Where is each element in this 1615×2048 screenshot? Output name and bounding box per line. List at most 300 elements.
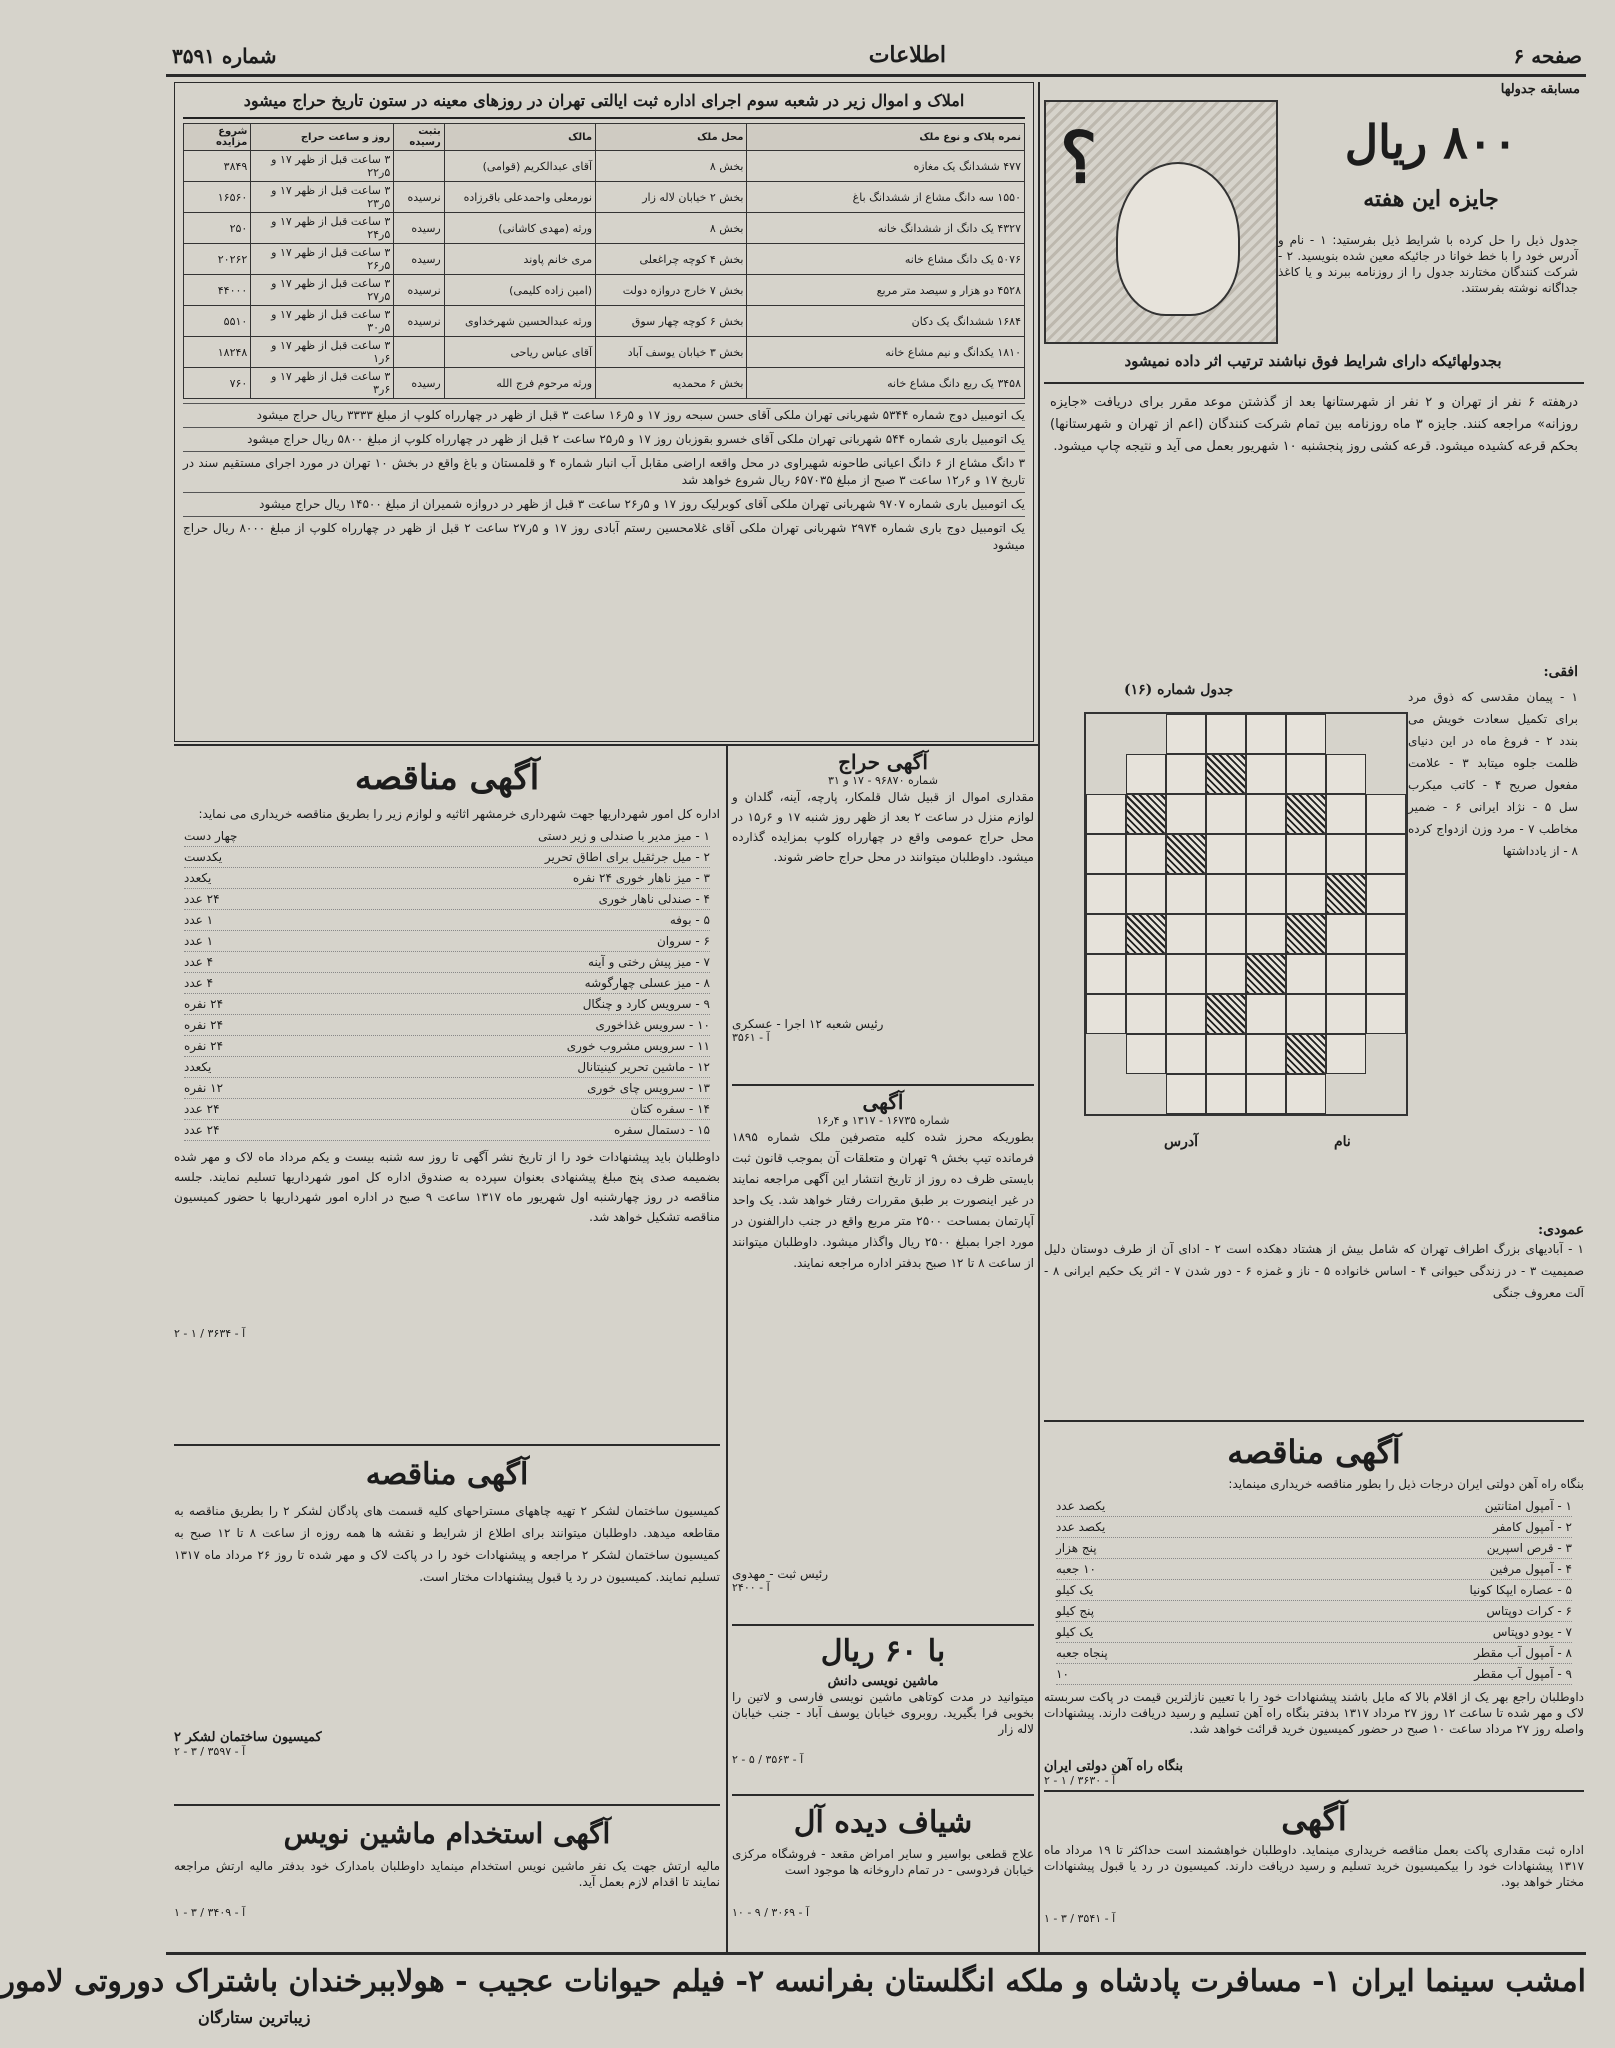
shiaf-ad-body: علاج قطعی بواسیر و سایر امراض مقعد - فروشگاه مرکزی خیابان فردوسی - در تمام داروخانه ها موجود است bbox=[732, 1847, 1034, 1877]
table-cell: ۳ ساعت قبل از ظهر ۱۷ و ۵ر۲۲ bbox=[251, 151, 394, 182]
table-cell: ۳ ساعت قبل از ظهر ۱۷ و ۵ر۲۷ bbox=[251, 275, 394, 306]
table-cell: ۳۸۴۹ bbox=[184, 151, 251, 182]
item-label: ۸ - میز عسلی چهارگوشه bbox=[584, 976, 710, 990]
col-location: محل ملک bbox=[596, 124, 747, 151]
table-cell: بخش ۶ کوچه چهار سوق bbox=[596, 306, 747, 337]
crossword-cell[interactable] bbox=[1206, 714, 1246, 754]
crossword-cell[interactable] bbox=[1246, 1074, 1286, 1114]
crossword-cell[interactable] bbox=[1126, 1034, 1166, 1074]
table-cell: نرسیده bbox=[394, 182, 444, 213]
crossword-black-cell bbox=[1286, 794, 1326, 834]
item-label: ۶ - سروان bbox=[656, 934, 710, 948]
railway-item bbox=[1056, 1496, 1572, 1517]
crossword-empty-area bbox=[1086, 714, 1126, 754]
table-cell: ورثه عبدالحسین شهرخداوی bbox=[444, 306, 595, 337]
auction-ad-code: آ - ۳۵۶۱ bbox=[732, 1031, 770, 1044]
crossword-cell[interactable] bbox=[1246, 874, 1286, 914]
crossword-cell[interactable] bbox=[1166, 1034, 1206, 1074]
contest-rule bbox=[1044, 382, 1584, 384]
table-cell: ۷۶۰ bbox=[184, 368, 251, 399]
crossword-cell[interactable] bbox=[1166, 1074, 1206, 1114]
tender1-item bbox=[184, 973, 710, 994]
railway-item bbox=[1056, 1580, 1572, 1601]
table-cell: ۲۰۲۶۲ bbox=[184, 244, 251, 275]
auction-ad-body: مقداری اموال از قبیل شال قلمکار، پارچه، آینه، گلدان و لوازم منزل در ساعت ۲ بعد از ظهر روز شنبه ۱۷ و ۶ر۱۵ در محل حراج عمومی واقع در چهارراه کلوپ بمزایده گذارده میشود. داوطلبان میتوانند در محل حراج حاضر شوند. bbox=[732, 790, 1035, 864]
item-quantity: یکصد عدد bbox=[1056, 1499, 1106, 1513]
crossword-cell[interactable] bbox=[1286, 1074, 1326, 1114]
registry-notice-title: آگهی bbox=[862, 1090, 904, 1114]
masthead bbox=[166, 40, 1586, 72]
item-quantity: ۲۴ عدد bbox=[184, 892, 220, 906]
crossword-cell[interactable] bbox=[1166, 794, 1206, 834]
crossword-cell[interactable] bbox=[1246, 714, 1286, 754]
crossword-cell[interactable] bbox=[1366, 834, 1406, 874]
crossword-empty-area bbox=[1086, 1074, 1126, 1114]
crossword-cell[interactable] bbox=[1166, 954, 1206, 994]
auction-paragraph: یک اتومبیل باری شماره ۵۴۴ شهربانی تهران ملکی آقای خسرو بقوزبان روز ۱۷ و ۵ر۲۵ ساعت ۲ قبل از ظهر در چهارراه کلوپ از مبلغ ۵۸۰۰ ریال حراج میشود bbox=[183, 427, 1025, 451]
item-label: ۸ - آمپول آب مقطر bbox=[1474, 1646, 1572, 1660]
crossword-cell[interactable] bbox=[1206, 1074, 1246, 1114]
table-row bbox=[184, 275, 1025, 306]
army-tender bbox=[174, 1450, 720, 1800]
railway-item bbox=[1056, 1601, 1572, 1622]
tender1-code: آ - ۳۶۳۴ / ۱ - ۲ bbox=[174, 1327, 246, 1340]
crossword-contest bbox=[1044, 82, 1584, 1222]
notice-title: املاک و اموال زیر در شعبه سوم اجرای اداره ثبت ایالتی تهران در روزهای معینه در ستون تاریخ حراج میشود bbox=[183, 89, 1025, 119]
table-cell: ۲۵۰ bbox=[184, 213, 251, 244]
crossword-cell[interactable] bbox=[1166, 754, 1206, 794]
railway-code: آ - ۳۶۳۰ / ۱ - ۲ bbox=[1044, 1774, 1116, 1787]
crossword-cell[interactable] bbox=[1166, 914, 1206, 954]
tender1-intro: اداره کل امور شهرداریها جهت شهرداری خرمشهر اثاثیه و لوازم زیر را بطریق مناقصه خریداری می نماید: bbox=[198, 807, 720, 821]
table-row bbox=[184, 182, 1025, 213]
tender2-title: آگهی مناقصه bbox=[365, 1457, 529, 1492]
col-registered: بثبت رسیده bbox=[394, 124, 444, 151]
crossword-cell[interactable] bbox=[1206, 1034, 1246, 1074]
item-label: ۴ - آمپول مرفین bbox=[1489, 1562, 1572, 1576]
crossword-cell[interactable] bbox=[1326, 834, 1366, 874]
tender2-body: کمیسیون ساختمان لشکر ۲ تهیه چاههای مستراحهای کلیه قسمت های پادگان لشکر ۲ را بطریق مناقصه به مقاطعه میدهد. داوطلبان میتوانند برای اطلاع از شرایط و نقشه ها همه روزه از ساعت ۸ تا ۱۲ صبح به کمیسیون ساختمان لشکر ۲ مراجعه و پیشنهادات خود را در پاکت لاک و مهر شده تا روز ۲۶ مرداد ماه ۱۳۱۷ تسلیم نمایند. کمیسیون در رد یا قبول پیشنهادات مختار است. bbox=[174, 1504, 720, 1584]
crossword-cell[interactable] bbox=[1086, 994, 1126, 1034]
table-cell: ۱۶۵۶۰ bbox=[184, 182, 251, 213]
item-quantity: ۴ عدد bbox=[184, 955, 214, 969]
item-quantity: یکعدد bbox=[184, 871, 212, 885]
table-cell: ۴۳۲۷ یک دانگ از ششدانگ خانه bbox=[747, 213, 1025, 244]
name-label: نام bbox=[1334, 1134, 1351, 1150]
crossword-black-cell bbox=[1206, 994, 1246, 1034]
typing-school-ad bbox=[732, 1630, 1034, 1790]
shiaf-ad-title: شیاف دیده آل bbox=[793, 1805, 973, 1840]
tender1-items bbox=[174, 826, 720, 1141]
item-label: ۵ - عصاره ایپکا کونیا bbox=[1469, 1583, 1572, 1597]
railway-items bbox=[1044, 1496, 1584, 1685]
tender1-item bbox=[184, 910, 710, 931]
item-quantity: ۱ عدد bbox=[184, 913, 214, 927]
item-quantity: ۱۰ bbox=[1056, 1667, 1069, 1681]
crossword-cell[interactable] bbox=[1246, 834, 1286, 874]
table-cell: ۳ ساعت قبل از ظهر ۱۷ و ۵ر۳۰ bbox=[251, 306, 394, 337]
table-row bbox=[184, 213, 1025, 244]
table-cell: ۴۵۲۸ دو هزار و سیصد متر مربع bbox=[747, 275, 1025, 306]
item-label: ۱۴ - سفره کتان bbox=[630, 1102, 710, 1116]
railway-sign: بنگاه راه آهن دولتی ایران bbox=[1044, 1759, 1184, 1774]
item-label: ۷ - میز پیش رختی و آینه bbox=[588, 955, 710, 969]
auction-paragraph: یک اتومبیل دوج شماره ۵۳۴۴ شهربانی تهران ملکی آقای حسن سبحه روز ۱۷ و ۵ر۱۶ ساعت ۳ قبل از ظهر در چهارراه کلوپ از مبلغ ۳۳۳۳ ریال حراج میشود bbox=[183, 403, 1025, 427]
table-cell: ۳ ساعت قبل از ظهر ۱۷ و ۵ر۲۶ bbox=[251, 244, 394, 275]
tender1-item bbox=[184, 1036, 710, 1057]
item-label: ۱ - میز مدیر با صندلی و زیر دستی bbox=[538, 829, 710, 843]
item-label: ۹ - آمپول آب مقطر bbox=[1474, 1667, 1572, 1681]
item-quantity: ۱ عدد bbox=[184, 934, 214, 948]
table-cell: بخش ۷ خارج دروازه دولت bbox=[596, 275, 747, 306]
item-label: ۱ - آمپول امتانتین bbox=[1484, 1499, 1572, 1513]
mid-rule-3 bbox=[732, 1794, 1034, 1796]
crossword-black-cell bbox=[1126, 794, 1166, 834]
item-quantity: پنج هزار bbox=[1056, 1541, 1097, 1555]
table-row bbox=[184, 151, 1025, 182]
auction-ad-sign: رئیس شعبه ۱۲ اجرا - عسکری bbox=[732, 1017, 884, 1031]
railway-title: آگهی مناقصه bbox=[1227, 1433, 1401, 1471]
table-cell: ۴۷۷ ششدانگ یک مغازه bbox=[747, 151, 1025, 182]
tender1-title: آگهی مناقصه bbox=[354, 758, 540, 798]
table-cell: بخش ۳ خیابان یوسف آباد bbox=[596, 337, 747, 368]
railway-item bbox=[1056, 1559, 1572, 1580]
crossword-cell[interactable] bbox=[1286, 954, 1326, 994]
tender2-code: آ - ۳۵۹۷ / ۳ - ۲ bbox=[174, 1745, 246, 1758]
crossword-empty-area bbox=[1126, 714, 1166, 754]
left-rule-1 bbox=[174, 1444, 720, 1446]
table-cell: ۱۵۵۰ سه دانگ مشاع از ششدانگ باغ bbox=[747, 182, 1025, 213]
tender1-item bbox=[184, 931, 710, 952]
item-quantity: پنجاه جعبه bbox=[1056, 1646, 1108, 1660]
item-label: ۳ - میز ناهار خوری ۲۴ نفره bbox=[572, 871, 710, 885]
crossword-cell[interactable] bbox=[1286, 834, 1326, 874]
contest-bold-line: بجدولهائیکه دارای شرایط فوق نباشند ترتیب اثر داده نمیشود bbox=[1124, 352, 1502, 370]
table-cell: ۳۴۵۸ یک ربع دانگ مشاع خانه bbox=[747, 368, 1025, 399]
item-quantity: یک کیلو bbox=[1056, 1625, 1094, 1639]
item-label: ۴ - صندلی ناهار خوری bbox=[598, 892, 710, 906]
crossword-cell[interactable] bbox=[1246, 794, 1286, 834]
item-label: ۲ - آمپول کامفر bbox=[1492, 1520, 1572, 1534]
table-cell: نورمعلی واحمدعلی باقرزاده bbox=[444, 182, 595, 213]
item-label: ۱۳ - سرویس چای خوری bbox=[587, 1081, 710, 1095]
table-cell: رسیده bbox=[394, 213, 444, 244]
tender1-item bbox=[184, 1099, 710, 1120]
table-header-row bbox=[184, 124, 1025, 151]
item-label: ۱۰ - سرویس غذاخوری bbox=[595, 1018, 710, 1032]
table-row bbox=[184, 244, 1025, 275]
table-cell: ورثه (مهدی کاشانی) bbox=[444, 213, 595, 244]
left-rule-2 bbox=[174, 1804, 720, 1806]
crossword-cell[interactable] bbox=[1246, 914, 1286, 954]
item-label: ۱۵ - دستمال سفره bbox=[613, 1123, 710, 1137]
table-cell: ۱۸۲۴۸ bbox=[184, 337, 251, 368]
page-number: صفحه ۶ bbox=[1513, 44, 1582, 68]
cinema-ad: امشب سینما ایران ۱- مسافرت پادشاه و ملکه انگلستان بفرانسه ۲- فیلم حیوانات عجیب - هولاببرخندان باشتراک دوروتی لامور bbox=[0, 1964, 1586, 1999]
table-cell: نرسیده bbox=[394, 275, 444, 306]
crossword-cell[interactable] bbox=[1126, 994, 1166, 1034]
table-cell: ۳ ساعت قبل از ظهر ۱۷ و ۵ر۲۴ bbox=[251, 213, 394, 244]
crossword-cell[interactable] bbox=[1126, 754, 1166, 794]
table-row bbox=[184, 368, 1025, 399]
masthead-rule bbox=[166, 74, 1586, 77]
table-cell bbox=[394, 337, 444, 368]
table-cell: ۵۰۷۶ یک دانگ مشاع خانه bbox=[747, 244, 1025, 275]
item-quantity: ۱۰ جعبه bbox=[1056, 1562, 1096, 1576]
contest-rules: درهفته ۶ نفر از تهران و ۲ نفر از شهرستانها بعد از گذشتن موعد مقرر برای دریافت «جایزه روزانه» مراجعه کنند. جایزه ۳ ماه روزنامه بین تمام شرکت کنندگان (اعم از تهران و شهرستانها) بحکم قرعه کشیده میشود. قرعه کشی روز پنجشنبه ۱۰ شهریور بعمل می آید و نتیجه چاپ میشود. bbox=[1050, 395, 1579, 454]
item-quantity: چهار دست bbox=[184, 829, 238, 843]
down-clues-block bbox=[1044, 1222, 1584, 1412]
registry-notice-body: بطوریکه محرز شده کلیه متصرفین ملک شماره ۱۸۹۵ فرمانده تیپ بخش ۹ تهران و متعلقات آن بموجب قانون ثبت بایستی ظرف ده روز از تاریخ انتشار این آگهی مراجعه نمایند در غیر اینصورت بر طبق مقررات رفتار خواهد شد. یک واحد آپارتمان بمساحت ۲۵۰۰ متر مربع واقع در جنب دارالفنون در مورد اجرا بمبلغ ۲۵۰۰ ریال واگذار میشود. داوطلبان میتوانند از ساعت ۸ تا ۱۲ صبح بدفتر اداره مراجعه نمایند. bbox=[732, 1130, 1035, 1270]
mid-rule-2 bbox=[732, 1624, 1034, 1626]
table-cell: بخش ۶ محمدیه bbox=[596, 368, 747, 399]
cinema-ad-sub: زیباترین ستارگان bbox=[198, 2008, 311, 2027]
table-cell: رسیده bbox=[394, 244, 444, 275]
railway-item bbox=[1056, 1517, 1572, 1538]
registry-notice-code: آ - ۲۴۰۰ bbox=[732, 1581, 770, 1594]
crossword-cell[interactable] bbox=[1086, 834, 1126, 874]
item-quantity: یکدست bbox=[184, 850, 223, 864]
address-label: آدرس bbox=[1164, 1134, 1198, 1150]
typing-ad-sub: ماشین نویسی دانش bbox=[827, 1674, 939, 1689]
typing-ad-code: آ - ۳۵۶۳ / ۵ - ۲ bbox=[732, 1753, 804, 1766]
right-rule-2 bbox=[1044, 1790, 1584, 1792]
railway-item bbox=[1056, 1664, 1572, 1685]
railway-intro: بنگاه راه آهن دولتی ایران درجات ذیل را بطور مناقصه خریداری مینماید: bbox=[1228, 1477, 1584, 1491]
item-label: ۷ - یودو دوپتاس bbox=[1492, 1625, 1572, 1639]
table-cell: بخش ۴ کوچه چراغعلی bbox=[596, 244, 747, 275]
crossword-empty-area bbox=[1326, 714, 1366, 754]
crossword-cell[interactable] bbox=[1326, 1034, 1366, 1074]
crossword-cell[interactable] bbox=[1366, 874, 1406, 914]
right-notice bbox=[1044, 1796, 1584, 1946]
crossword-cell[interactable] bbox=[1166, 714, 1206, 754]
table-cell: بخش ۸ bbox=[596, 213, 747, 244]
crossword-cell[interactable] bbox=[1366, 794, 1406, 834]
crossword-cell[interactable] bbox=[1206, 914, 1246, 954]
crossword-black-cell bbox=[1246, 954, 1286, 994]
column-rule-right bbox=[1038, 82, 1040, 1952]
item-label: ۲ - میل جرثقیل برای اطاق تحریر bbox=[544, 850, 710, 864]
question-mark-icon: ؟ bbox=[1060, 116, 1098, 199]
item-label: ۵ - بوفه bbox=[669, 913, 710, 927]
crossword-cell[interactable] bbox=[1126, 874, 1166, 914]
col-start-price: شروع مزایده bbox=[184, 124, 251, 151]
item-quantity: ۲۴ نفره bbox=[184, 997, 224, 1011]
typing-ad-title: با ۶۰ ریال bbox=[820, 1634, 946, 1669]
tender1-item bbox=[184, 826, 710, 847]
crossword-empty-area bbox=[1326, 1074, 1366, 1114]
contest-banner: مسابقه جدولها bbox=[1500, 82, 1580, 97]
item-quantity: ۴ عدد bbox=[184, 976, 214, 990]
auction-paragraphs bbox=[183, 403, 1025, 557]
item-quantity: ۲۴ عدد bbox=[184, 1102, 220, 1116]
crossword-cell[interactable] bbox=[1166, 874, 1206, 914]
crossword-cell[interactable] bbox=[1326, 754, 1366, 794]
crossword-cell[interactable] bbox=[1126, 954, 1166, 994]
auction-ad bbox=[732, 750, 1034, 1080]
crossword-cell[interactable] bbox=[1326, 954, 1366, 994]
crossword-cell[interactable] bbox=[1326, 994, 1366, 1034]
table-cell: ۳ ساعت قبل از ظهر ۱۷ و ۶ر۱ bbox=[251, 337, 394, 368]
crossword-cell[interactable] bbox=[1366, 914, 1406, 954]
registry-notice-ref: شماره ۱۶۷۳۵ - ۱۳۱۷ و ۴ر۱۶ bbox=[816, 1114, 950, 1127]
tender1-item bbox=[184, 952, 710, 973]
item-label: ۶ - کرات دوپتاس bbox=[1486, 1604, 1572, 1618]
crossword-cell[interactable] bbox=[1326, 914, 1366, 954]
item-quantity: ۱۲ نفره bbox=[184, 1081, 224, 1095]
item-quantity: یکعدد bbox=[184, 1060, 212, 1074]
crossword-black-cell bbox=[1166, 834, 1206, 874]
table-cell: نرسیده bbox=[394, 306, 444, 337]
table-cell: مری خانم پاوند bbox=[444, 244, 595, 275]
col-owner: مالک bbox=[444, 124, 595, 151]
table-cell: (امین زاده کلیمی) bbox=[444, 275, 595, 306]
item-label: ۳ - قرص اسپرین bbox=[1486, 1541, 1572, 1555]
item-label: ۱۲ - ماشین تحریر کینیتانال bbox=[577, 1060, 710, 1074]
tender1-body: داوطلبان باید پیشنهادات خود را از تاریخ نشر آگهی تا روز سه شنبه بیست و یکم مرداد ماه لاک و مهر شده بضمیمه صدی پنج مبلغ پیشنهادی بعنوان سپرده به صندوق اداره کل امور شهرداریها تسلیم نمایند. جلسه مناقصه در روز چهارشنبه اول شهریور ماه ۱۳۱۷ ساعت ۹ صبح در اداره امور شهرداریها با حضور کمیسیون مناقصه تشکیل خواهد شد. bbox=[174, 1150, 720, 1224]
crossword-cell[interactable] bbox=[1206, 954, 1246, 994]
registry-notice-sign: رئیس ثبت - مهدوی bbox=[732, 1567, 829, 1581]
crossword-black-cell bbox=[1126, 914, 1166, 954]
railway-tender bbox=[1044, 1428, 1584, 1788]
railway-item bbox=[1056, 1622, 1572, 1643]
people-illustration-icon bbox=[1116, 162, 1240, 316]
municipal-tender bbox=[174, 750, 720, 1440]
footer-rule bbox=[166, 1952, 1586, 1955]
railway-body: داوطلبان راجع بهر یک از اقلام بالا که مایل باشند پیشنهادات خود را با تعیین نازلترین قیمت در پاکت سربسته لاک و مهر شده تا ساعت ۱۲ روز ۲۷ مرداد ۱۳۱۷ بدفتر بنگاه راه آهن تسلیم و رسید دریافت دارند. پیشنهادات واصله روز ۲۷ مرداد ساعت ۱۰ صبح در حضور کمیسیون خرید قرائت خواهد شد. bbox=[1044, 1690, 1584, 1736]
crossword-cell[interactable] bbox=[1206, 834, 1246, 874]
table-cell: ۱۶۸۴ ششدانگ یک دکان bbox=[747, 306, 1025, 337]
right-notice-body: اداره ثبت مقداری پاکت بعمل مناقصه خریداری مینماید. داوطلبان خواهشمند است حداکثر تا ۱۹ مرداد ماه ۱۳۱۷ پیشنهادات خود را بیکمیسیون خرید تسلیم و رسید دریافت دارند. کمیسیون در رد یا قبول پیشنهادات مختار خواهد بود. bbox=[1044, 1843, 1584, 1889]
crossword-cell[interactable] bbox=[1206, 794, 1246, 834]
shiaf-ad-code: آ - ۳۰۶۹ / ۹ - ۱۰ bbox=[732, 1906, 810, 1919]
crossword-cell[interactable] bbox=[1246, 754, 1286, 794]
auction-paragraph: ۳ دانگ مشاع از ۶ دانگ اعیانی طاحونه شهیراوی در محل واقعه اراضی مقابل آب انبار شماره ۴ و قلمستان و باغ واقع در بخش ۱۰ تهران در مورد اجرای مستقیم سند در تاریخ ۱۷ و ۶ر۱۲ ساعت ۳ صبح از مبلغ ۶۵۷۰۳۵ ریال شروع خواهد شد bbox=[183, 451, 1025, 492]
crossword-cell[interactable] bbox=[1086, 794, 1126, 834]
item-label: ۱۱ - سرویس مشروب خوری bbox=[566, 1039, 710, 1053]
crossword-cell[interactable] bbox=[1326, 794, 1366, 834]
down-clues: ۱ - آبادیهای بزرگ اطراف تهران که شامل بیش از هشتاد دهکده است ۲ - ادای آن از طرف دوستان دلیل صمیمیت ۳ - در زندگی حیوانی ۴ - اساس خانواده ۵ - ناز و غمزه ۶ - دور شدن ۷ - اثر یک حکیم ایرانی ۸ - آلت معروف جنگی bbox=[1044, 1242, 1585, 1300]
crossword-cell[interactable] bbox=[1286, 714, 1326, 754]
tender1-item bbox=[184, 1120, 710, 1141]
table-cell: آقای عباس ریاحی bbox=[444, 337, 595, 368]
contest-prize: ۸۰۰ ریال bbox=[1344, 115, 1518, 169]
crossword-grid[interactable] bbox=[1084, 712, 1408, 1116]
table-cell bbox=[394, 151, 444, 182]
tender1-item bbox=[184, 1057, 710, 1078]
crossword-black-cell bbox=[1286, 914, 1326, 954]
registry-notice bbox=[732, 1090, 1034, 1620]
crossword-empty-area bbox=[1366, 1034, 1406, 1074]
auction-paragraph: یک اتومبیل دوج باری شماره ۲۹۷۴ شهربانی تهران ملکی آقای غلامحسین رستم آبادی روز ۱۷ و ۵ر۲۷ ساعت ۲ قبل از ظهر در چهارراه کلوپ از مبلغ ۸۰۰۰ ریال حراج میشود bbox=[183, 516, 1025, 557]
table-cell: ۳ ساعت قبل از ظهر ۱۷ و ۵ر۲۳ bbox=[251, 182, 394, 213]
table-cell: ۵۵۱۰ bbox=[184, 306, 251, 337]
item-quantity: ۲۴ عدد bbox=[184, 1123, 220, 1137]
contest-illustration bbox=[1044, 100, 1278, 344]
property-table bbox=[183, 123, 1025, 399]
item-quantity: یک کیلو bbox=[1056, 1583, 1094, 1597]
auction-paragraph: یک اتومبیل باری شماره ۹۷۰۷ شهربانی تهران ملکی آقای کوبرلیک روز ۱۷ و ۵ر۲۶ ساعت ۳ قبل از ظهر در دروازه شمیران از مبلغ ۱۴۵۰۰ ریال حراج میشود bbox=[183, 492, 1025, 516]
crossword-cell[interactable] bbox=[1286, 994, 1326, 1034]
right-rule-1 bbox=[1044, 1420, 1584, 1422]
across-label: افقی: bbox=[1543, 664, 1578, 680]
crossword-cell[interactable] bbox=[1366, 994, 1406, 1034]
crossword-cell[interactable] bbox=[1126, 834, 1166, 874]
hire-title: آگهی استخدام ماشین نویس bbox=[283, 1817, 611, 1850]
table-cell: رسیده bbox=[394, 368, 444, 399]
table-cell: ۳ ساعت قبل از ظهر ۱۷ و ۶ر۳ bbox=[251, 368, 394, 399]
issue-number: شماره ۳۵۹۱ bbox=[172, 44, 277, 68]
crossword-cell[interactable] bbox=[1206, 874, 1246, 914]
across-clues: ۱ - پیمان مقدسی که ذوق مرد برای تکمیل سعادت خویش می بندد ۲ - فروغ ماه در این دنیای ظلمت جلوه میتابد ۳ - علامت مفعول صریح ۴ - کاتب میکرب سل ۵ - نژاد ایرانی ۶ - ضمیر مخاطب ۷ - مرد وزن ازدواج کرده ۸ - از یادداشتها bbox=[1408, 690, 1579, 858]
railway-item bbox=[1056, 1538, 1572, 1559]
hire-body: مالیه ارتش جهت یک نفر ماشین نویس استخدام مینماید داوطلبان بامدارک خود بدفتر مالیه ارتش مراجعه نمایند تا اقدام لازم بعمل آید. bbox=[174, 1859, 720, 1889]
item-quantity: یکصد عدد bbox=[1056, 1520, 1106, 1534]
crossword-black-cell bbox=[1326, 874, 1366, 914]
crossword-cell[interactable] bbox=[1086, 874, 1126, 914]
auction-ad-ref: شماره ۹۶۸۷۰ - ۱۷ و ۳۱ bbox=[828, 774, 938, 787]
col-auction-time: روز و ساعت حراج bbox=[251, 124, 394, 151]
paper-name: اطلاعات bbox=[868, 42, 946, 68]
col-plate: نمره پلاک و نوع ملک bbox=[747, 124, 1025, 151]
table-row bbox=[184, 337, 1025, 368]
crossword-cell[interactable] bbox=[1286, 754, 1326, 794]
crossword-cell[interactable] bbox=[1246, 1034, 1286, 1074]
item-label: ۹ - سرویس کارد و چنگال bbox=[582, 997, 710, 1011]
contest-intro: جدول ذیل را حل کرده با شرایط ذیل بفرستید: ۱ - نام و آدرس خود را با خط خوانا در جائیکه معین شده بنویسید. ۲ - شرکت کنندگان مختارند جدول را از روزنامه ببرند و یا کاغذ جداگانه نوشته بفرستند. bbox=[1278, 233, 1578, 295]
right-notice-code: آ - ۳۵۴۱ / ۳ - ۱ bbox=[1044, 1912, 1116, 1925]
crossword-cell[interactable] bbox=[1166, 994, 1206, 1034]
crossword-empty-area bbox=[1366, 1074, 1406, 1114]
tender1-item bbox=[184, 889, 710, 910]
tender1-item bbox=[184, 1078, 710, 1099]
item-quantity: ۲۴ نفره bbox=[184, 1018, 224, 1032]
mid-rule-1 bbox=[732, 1084, 1034, 1086]
crossword-cell[interactable] bbox=[1086, 954, 1126, 994]
crossword-black-cell bbox=[1206, 754, 1246, 794]
contest-subtitle: جایزه این هفته bbox=[1363, 186, 1499, 212]
crossword-cell[interactable] bbox=[1366, 954, 1406, 994]
crossword-black-cell bbox=[1286, 1034, 1326, 1074]
crossword-empty-area bbox=[1086, 1034, 1126, 1074]
table-row bbox=[184, 306, 1025, 337]
table-cell: آقای عبدالکریم (قوامی) bbox=[444, 151, 595, 182]
tender2-sign: کمیسیون ساختمان لشکر ۲ bbox=[174, 1730, 322, 1745]
crossword-empty-area bbox=[1366, 714, 1406, 754]
crossword-empty-area bbox=[1366, 754, 1406, 794]
crossword-cell[interactable] bbox=[1286, 874, 1326, 914]
top-table-bottom-rule bbox=[174, 744, 1038, 746]
table-cell: ۱۸۱۰ یکدانگ و نیم مشاع خانه bbox=[747, 337, 1025, 368]
table-cell: ۴۴۰۰۰ bbox=[184, 275, 251, 306]
item-quantity: پنج کیلو bbox=[1056, 1604, 1095, 1618]
table-cell: بخش ۲ خیابان لاله زار bbox=[596, 182, 747, 213]
crossword-cell[interactable] bbox=[1246, 994, 1286, 1034]
auction-ad-title: آگهی حراج bbox=[838, 750, 928, 774]
right-notice-title: آگهی bbox=[1281, 1800, 1347, 1838]
typing-ad-body: میتوانید در مدت کوتاهی ماشین نویسی فارسی و لاتین را بخوبی فرا بگیرید. روبروی خیابان یوسف آباد - جنب خیابان لاله زار bbox=[732, 1690, 1034, 1736]
typist-hire-ad bbox=[174, 1810, 720, 1946]
crossword-empty-area bbox=[1126, 1074, 1166, 1114]
suppository-ad bbox=[732, 1800, 1034, 1946]
table-cell: ورثه مرحوم فرج الله bbox=[444, 368, 595, 399]
tender1-item bbox=[184, 1015, 710, 1036]
table-title: جدول شماره (۱۶) bbox=[1124, 682, 1234, 698]
hire-code: آ - ۳۴۰۹ / ۳ - ۱ bbox=[174, 1906, 246, 1919]
tender1-item bbox=[184, 847, 710, 868]
crossword-cell[interactable] bbox=[1086, 914, 1126, 954]
